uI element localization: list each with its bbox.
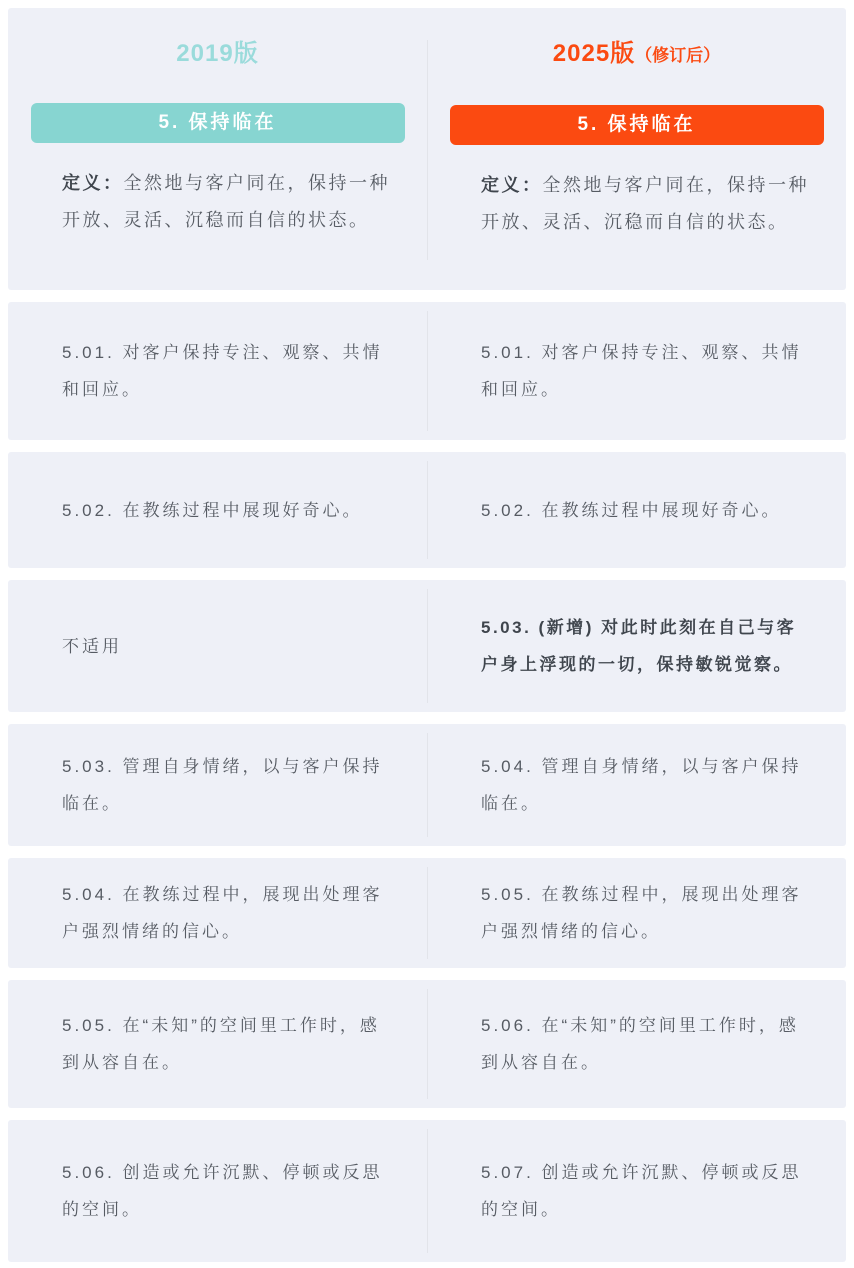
header-card [8,8,846,290]
column-2019-header [8,8,427,290]
definition-2019 [8,165,427,239]
cell-2019: 5.04. 在教练过程中，展现出处理客户强烈情绪的信心。 [62,885,383,941]
comparison-row [8,858,846,968]
definition-text: 全然地与客户同在，保持一种开放、灵活、沉稳而自信的状态。 [62,173,390,230]
comparison-row [8,1120,846,1262]
cell-2025: 5.06. 在“未知”的空间里工作时，感到从容自在。 [481,1016,799,1072]
cell-2019: 不适用 [62,636,122,656]
definition-2025 [427,167,846,241]
comparison-row [8,580,846,712]
column-divider [427,733,428,837]
comparison-rows [8,302,846,1262]
column-divider [427,589,428,703]
comparison-row [8,980,846,1108]
column-2025-header [427,8,846,290]
cell-2025: 5.07. 创造或允许沉默、停顿或反思的空间。 [481,1163,802,1219]
column-title-2019: 2019版 [176,40,259,67]
cell-2019: 5.06. 创造或允许沉默、停顿或反思的空间。 [62,1163,383,1219]
cell-2019: 5.05. 在“未知”的空间里工作时，感到从容自在。 [62,1016,380,1072]
definition-label: 定义： [481,175,543,195]
section-badge-2025: 5. 保持临在 [450,105,824,145]
column-divider [427,461,428,559]
cell-2025: 5.01. 对客户保持专注、观察、共情和回应。 [481,343,802,399]
column-divider [427,1129,428,1253]
column-divider [427,989,428,1099]
cell-2025: 5.02. 在教练过程中展现好奇心。 [481,500,782,520]
column-divider [427,311,428,431]
column-title-2025-suffix: （修订后） [635,46,721,65]
section-badge-2019: 5. 保持临在 [31,103,405,143]
comparison-row [8,302,846,440]
cell-2019: 5.03. 管理自身情绪，以与客户保持临在。 [62,757,383,813]
cell-2025: 5.03. (新增) 对此时此刻在自己与客户身上浮现的一切，保持敏锐觉察。 [481,618,797,674]
cell-2025: 5.04. 管理自身情绪，以与客户保持临在。 [481,757,802,813]
comparison-row [8,452,846,568]
definition-text: 全然地与客户同在，保持一种开放、灵活、沉稳而自信的状态。 [481,175,809,232]
cell-2019: 5.02. 在教练过程中展现好奇心。 [62,500,363,520]
cell-2025: 5.05. 在教练过程中，展现出处理客户强烈情绪的信心。 [481,885,802,941]
column-divider [427,40,428,260]
cell-2019: 5.01. 对客户保持专注、观察、共情和回应。 [62,343,383,399]
comparison-row [8,724,846,846]
definition-label: 定义： [62,173,124,193]
column-divider [427,867,428,959]
column-title-2025 [427,38,846,72]
column-title-2025-main: 2025版 [552,40,636,67]
